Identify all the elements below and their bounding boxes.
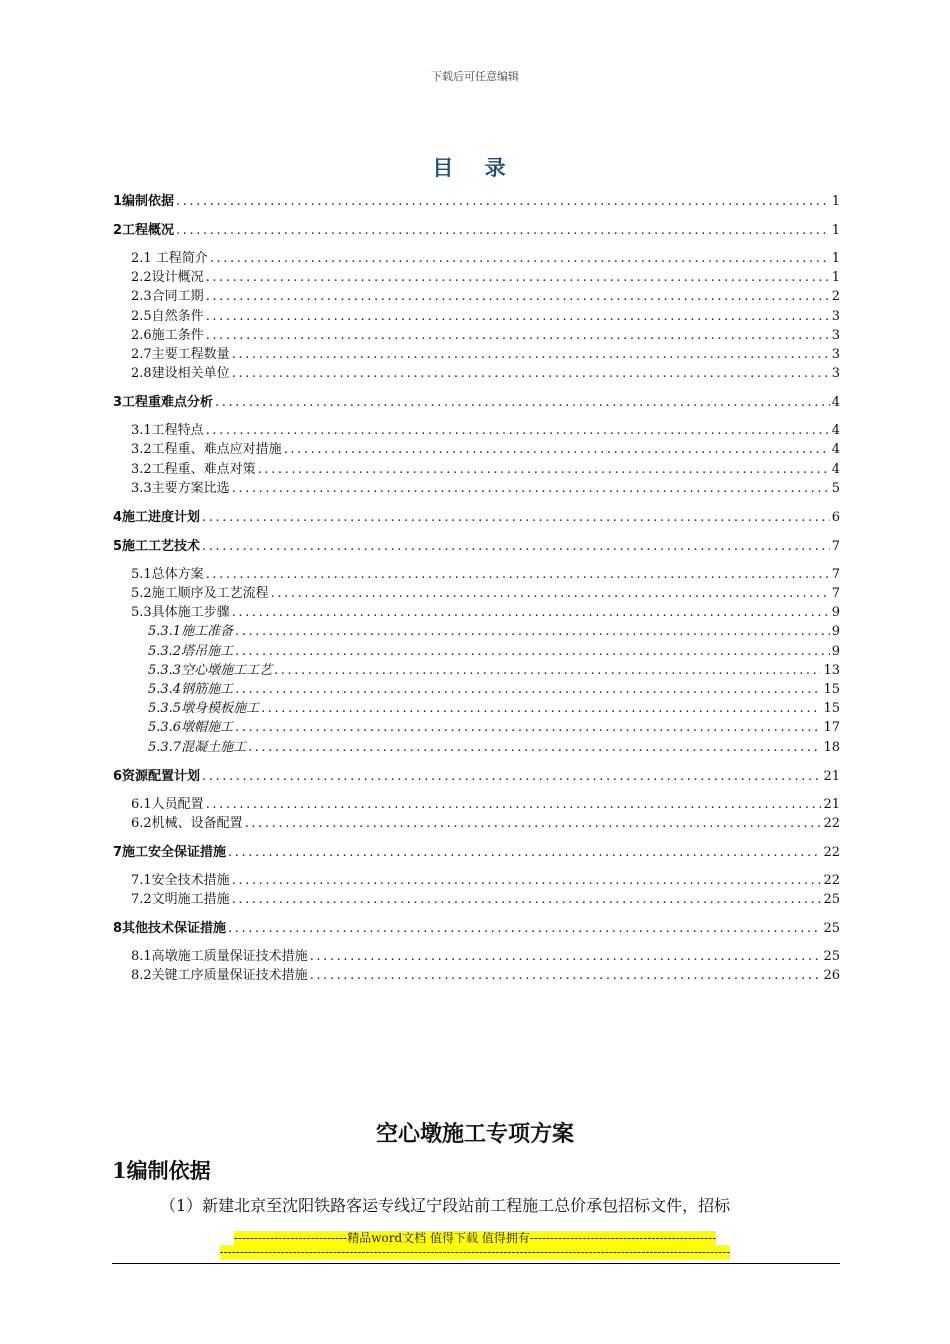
- toc-entry-page: 4: [831, 395, 840, 410]
- section-heading: 1编制依据: [112, 1158, 211, 1183]
- toc-entry[interactable]: [131, 566, 840, 584]
- toc-entry-page: 1: [831, 270, 840, 285]
- toc-entry[interactable]: [148, 662, 840, 680]
- toc-entry[interactable]: [131, 604, 840, 622]
- toc-entry-page: 3: [831, 366, 840, 381]
- toc-entry[interactable]: [131, 365, 840, 383]
- toc-entry[interactable]: [131, 441, 840, 459]
- toc-entry-label: 3工程重难点分析: [113, 395, 214, 410]
- toc-entry[interactable]: [131, 815, 840, 833]
- body-paragraph: （1）新建北京至沈阳铁路客运专线辽宁段站前工程施工总价承包招标文件，招标: [160, 1196, 731, 1215]
- toc-leader-dots: [206, 422, 830, 439]
- toc-entry[interactable]: [113, 768, 840, 786]
- toc-leader-dots: [232, 872, 822, 889]
- toc-entry-page: 22: [823, 845, 840, 860]
- toc-entry[interactable]: [131, 269, 840, 287]
- toc-entry-label: 2.7主要工程数量: [131, 347, 230, 362]
- toc-entry-page: 9: [831, 624, 840, 639]
- toc-entry-page: 4: [831, 423, 840, 438]
- toc-entry-page: 25: [823, 892, 840, 907]
- toc-leader-dots: [202, 538, 830, 555]
- toc-entry-page: 1: [831, 194, 840, 209]
- footer-dashes: [0, 1245, 950, 1259]
- toc-entry[interactable]: [113, 394, 840, 412]
- toc-leader-dots: [232, 604, 830, 621]
- toc-entry-page: 15: [823, 682, 840, 697]
- toc-entry-label: 2.5自然条件: [131, 309, 204, 324]
- toc-leader-dots: [206, 796, 822, 813]
- toc-entry-label: 6资源配置计划: [113, 769, 201, 784]
- toc-entry-label: 2.6施工条件: [131, 328, 204, 343]
- toc-entry[interactable]: [131, 872, 840, 890]
- toc-leader-dots: [245, 815, 822, 832]
- toc-entry[interactable]: [113, 844, 840, 862]
- toc-entry-label: 5.3具体施工步骤: [131, 605, 230, 620]
- toc-leader-dots: [235, 719, 821, 736]
- toc-entry-label: 2.1 工程简介: [131, 251, 208, 266]
- toc-entry[interactable]: [131, 461, 840, 479]
- toc-entry-label: 5.3.5墩身模板施工: [148, 701, 260, 716]
- toc-leader-dots: [215, 394, 830, 411]
- toc-entry-page: 9: [831, 605, 840, 620]
- toc-entry-page: 21: [823, 797, 840, 812]
- toc-entry[interactable]: [148, 681, 840, 699]
- toc-leader-dots: [248, 739, 821, 756]
- toc-leader-dots: [176, 193, 830, 210]
- toc-entry[interactable]: [131, 288, 840, 306]
- toc-entry-page: 15: [823, 701, 840, 716]
- toc-leader-dots: [271, 585, 830, 602]
- toc-entry-page: 6: [831, 510, 840, 525]
- toc-leader-dots: [235, 681, 821, 698]
- toc-entry-page: 3: [831, 347, 840, 362]
- toc-leader-dots: [232, 365, 830, 382]
- toc-entry-page: 1: [831, 251, 840, 266]
- toc-entry[interactable]: [131, 796, 840, 814]
- toc-leader-dots: [206, 327, 830, 344]
- document-title: 空心墩施工专项方案: [375, 1121, 574, 1147]
- toc-entry[interactable]: [148, 700, 840, 718]
- toc-entry-label: 5.1总体方案: [131, 567, 204, 582]
- toc-entry-label: 5.3.2塔吊施工: [148, 644, 234, 659]
- toc-entry-label: 5.3.6墩帽施工: [148, 720, 234, 735]
- toc-entry[interactable]: [148, 623, 840, 641]
- toc-leader-dots: [206, 288, 830, 305]
- toc-leader-dots: [258, 461, 830, 478]
- footer-rule: [112, 1263, 840, 1264]
- toc-entry[interactable]: [113, 222, 840, 240]
- toc-entry[interactable]: [131, 327, 840, 345]
- toc-entry-label: 8其他技术保证措施: [113, 921, 227, 936]
- toc-entry-label: 1编制依据: [113, 194, 175, 209]
- footer-banner: [0, 1229, 950, 1246]
- toc-entry-page: 7: [831, 567, 840, 582]
- toc-leader-dots: [206, 566, 830, 583]
- toc-entry-page: 21: [823, 769, 840, 784]
- toc-entry-label: 2.2设计概况: [131, 270, 204, 285]
- toc-entry[interactable]: [131, 585, 840, 603]
- toc-leader-dots: [261, 700, 821, 717]
- toc-entry[interactable]: [113, 509, 840, 527]
- toc-entry-page: 4: [831, 462, 840, 477]
- footer-banner-text: ----------------------------精品word文档 值得下载 值得拥有----------------------------------------------: [233, 1231, 717, 1245]
- toc-leader-dots: [176, 222, 830, 239]
- toc-leader-dots: [232, 480, 830, 497]
- toc-entry-label: 5.3.7混凝土施工: [148, 740, 247, 755]
- toc-entry-label: 2工程概况: [113, 223, 175, 238]
- toc-entry-page: 2: [831, 289, 840, 304]
- toc-entry-label: 7.2文明施工措施: [131, 892, 230, 907]
- toc-entry[interactable]: [148, 643, 840, 661]
- toc-entry-page: 26: [823, 968, 840, 983]
- toc-entry-page: 7: [831, 586, 840, 601]
- toc-entry-page: 5: [831, 481, 840, 496]
- toc-entry[interactable]: [131, 948, 840, 966]
- toc-entry-page: 3: [831, 328, 840, 343]
- toc-entry-label: 8.1高墩施工质量保证技术措施: [131, 949, 308, 964]
- toc-entry-page: 3: [831, 309, 840, 324]
- toc-entry-page: 22: [823, 816, 840, 831]
- footer-dashes-text: ------------------------------------------------------------------------------------------------------------------------------: [219, 1245, 731, 1259]
- toc-leader-dots: [202, 768, 821, 785]
- toc-entry-page: 18: [823, 740, 840, 755]
- toc-entry-page: 22: [823, 873, 840, 888]
- toc-leader-dots: [202, 509, 830, 526]
- toc-entry[interactable]: [113, 920, 840, 938]
- toc-entry-page: 7: [831, 539, 840, 554]
- toc-leader-dots: [310, 948, 822, 965]
- toc-entry-page: 4: [831, 442, 840, 457]
- toc-entry[interactable]: [131, 346, 840, 364]
- toc-leader-dots: [232, 346, 830, 363]
- toc-entry-label: 6.1人员配置: [131, 797, 204, 812]
- toc-entry[interactable]: [131, 308, 840, 326]
- toc-entry[interactable]: [131, 250, 840, 268]
- toc-entry-label: 3.2工程重、难点对策: [131, 462, 256, 477]
- toc-entry-label: 7施工安全保证措施: [113, 845, 227, 860]
- toc-entry-label: 5.3.4钢筋施工: [148, 682, 234, 697]
- toc-leader-dots: [210, 250, 830, 267]
- toc-entry-page: 25: [823, 921, 840, 936]
- toc-entry-label: 5.3.1施工准备: [148, 624, 234, 639]
- toc-entry-page: 17: [823, 720, 840, 735]
- toc-entry-label: 3.1工程特点: [131, 423, 204, 438]
- page-header-note: 下载后可任意编辑: [431, 70, 519, 83]
- toc-leader-dots: [284, 441, 830, 458]
- toc-entry-label: 2.8建设相关单位: [131, 366, 230, 381]
- toc-entry[interactable]: [148, 719, 840, 737]
- toc-entry-label: 5.3.3空心墩施工工艺: [148, 663, 273, 678]
- toc-entry[interactable]: [113, 538, 840, 556]
- toc-entry[interactable]: [131, 891, 840, 909]
- toc-entry[interactable]: [113, 193, 840, 211]
- toc-leader-dots: [274, 662, 821, 679]
- toc-entry[interactable]: [131, 967, 840, 985]
- toc-entry[interactable]: [148, 739, 840, 757]
- toc-entry-label: 6.2机械、设备配置: [131, 816, 243, 831]
- toc-entry-label: 5施工工艺技术: [113, 539, 201, 554]
- toc-leader-dots: [206, 269, 830, 286]
- toc-entry[interactable]: [131, 480, 840, 498]
- toc-entry-page: 13: [823, 663, 840, 678]
- toc-leader-dots: [235, 623, 830, 640]
- toc-leader-dots: [310, 967, 822, 984]
- toc-entry-page: 25: [823, 949, 840, 964]
- toc-leader-dots: [228, 920, 821, 937]
- toc-title: 目 录: [432, 155, 518, 180]
- toc-leader-dots: [235, 643, 830, 660]
- toc-entry-label: 8.2关键工序质量保证技术措施: [131, 968, 308, 983]
- toc-entry[interactable]: [131, 422, 840, 440]
- toc-entry-label: 3.2工程重、难点应对措施: [131, 442, 282, 457]
- toc-leader-dots: [232, 891, 822, 908]
- toc-entry-label: 5.2施工顺序及工艺流程: [131, 586, 269, 601]
- toc-leader-dots: [206, 308, 830, 325]
- toc-leader-dots: [228, 844, 821, 861]
- toc-entry-label: 3.3主要方案比选: [131, 481, 230, 496]
- toc-entry-label: 2.3合同工期: [131, 289, 204, 304]
- toc-entry-label: 7.1安全技术措施: [131, 873, 230, 888]
- toc-entry-page: 1: [831, 223, 840, 238]
- toc-entry-label: 4施工进度计划: [113, 510, 201, 525]
- toc-entry-page: 9: [831, 644, 840, 659]
